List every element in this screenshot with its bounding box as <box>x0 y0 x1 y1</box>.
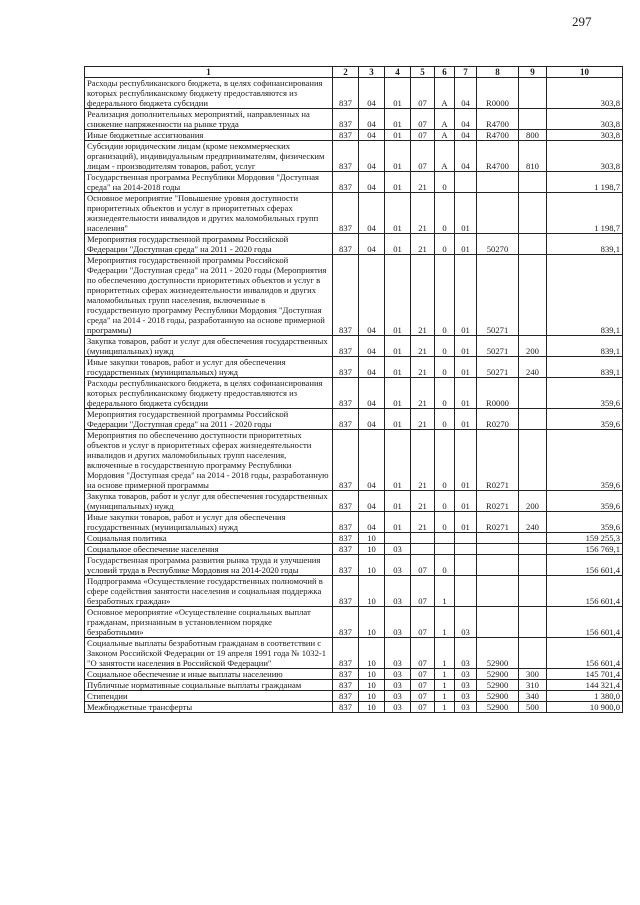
table-row <box>85 78 623 109</box>
column-header: 7 <box>455 67 477 78</box>
row-name: Мероприятия государственной программы Российской Федерации "Доступная среда" на 2011 - 2020 годы <box>85 234 333 255</box>
cell-subsection: 03 <box>385 607 411 638</box>
cell-subsection: 01 <box>385 234 411 255</box>
cell-direction <box>477 172 519 193</box>
row-name: Стипендии <box>85 691 333 702</box>
row-name: Реализация дополнительных мероприятий, направленных на снижение напряженности на рынке труда <box>85 109 333 130</box>
cell-program: 21 <box>411 172 435 193</box>
cell-direction: 52900 <box>477 638 519 669</box>
cell-direction: R0270 <box>477 409 519 430</box>
cell-ministry: 837 <box>333 78 359 109</box>
cell-main-activity: 03 <box>455 702 477 713</box>
cell-main-activity: 04 <box>455 141 477 172</box>
cell-subprogram: А <box>435 130 455 141</box>
cell-expense-type <box>519 576 547 607</box>
cell-amount: 359,6 <box>547 430 623 491</box>
cell-section: 10 <box>359 691 385 702</box>
column-header: 6 <box>435 67 455 78</box>
cell-main-activity: 01 <box>455 491 477 512</box>
cell-subsection: 01 <box>385 172 411 193</box>
cell-amount: 156 601,4 <box>547 607 623 638</box>
table-row <box>85 691 623 702</box>
table-row <box>85 141 623 172</box>
table-row <box>85 680 623 691</box>
cell-direction: 52900 <box>477 680 519 691</box>
cell-section: 10 <box>359 533 385 544</box>
cell-direction: R0271 <box>477 491 519 512</box>
cell-ministry: 837 <box>333 109 359 130</box>
cell-subsection: 03 <box>385 544 411 555</box>
cell-expense-type <box>519 430 547 491</box>
cell-direction <box>477 576 519 607</box>
cell-section: 10 <box>359 702 385 713</box>
cell-main-activity <box>455 172 477 193</box>
cell-program <box>411 533 435 544</box>
cell-program: 07 <box>411 691 435 702</box>
cell-program: 21 <box>411 357 435 378</box>
cell-subprogram: А <box>435 78 455 109</box>
row-name: Подпрограмма «Осуществление государственных полномочий в сфере содействия занятости населения и социальная поддержка безработных граждан» <box>85 576 333 607</box>
cell-expense-type <box>519 607 547 638</box>
cell-direction: 52900 <box>477 669 519 680</box>
cell-program: 07 <box>411 638 435 669</box>
cell-subprogram: А <box>435 109 455 130</box>
cell-expense-type <box>519 533 547 544</box>
cell-ministry: 837 <box>333 172 359 193</box>
cell-main-activity: 03 <box>455 691 477 702</box>
cell-expense-type <box>519 109 547 130</box>
cell-subsection: 01 <box>385 255 411 336</box>
cell-section: 04 <box>359 255 385 336</box>
cell-amount: 156 769,1 <box>547 544 623 555</box>
cell-expense-type: 810 <box>519 141 547 172</box>
cell-direction: 52900 <box>477 702 519 713</box>
cell-subprogram: 0 <box>435 357 455 378</box>
cell-program: 07 <box>411 141 435 172</box>
cell-ministry: 837 <box>333 234 359 255</box>
cell-program: 21 <box>411 234 435 255</box>
column-header: 1 <box>85 67 333 78</box>
cell-main-activity: 04 <box>455 130 477 141</box>
cell-amount: 303,8 <box>547 141 623 172</box>
table-row <box>85 430 623 491</box>
cell-direction <box>477 607 519 638</box>
cell-main-activity: 01 <box>455 255 477 336</box>
cell-ministry: 837 <box>333 141 359 172</box>
cell-direction: R0000 <box>477 378 519 409</box>
table-row <box>85 130 623 141</box>
cell-direction <box>477 555 519 576</box>
cell-direction: 50271 <box>477 357 519 378</box>
row-name: Субсидии юридическим лицам (кроме некоммерческих организаций), индивидуальным предпринимателям, физическим лицам - производителям товаров, работ, услуг <box>85 141 333 172</box>
cell-subsection: 03 <box>385 702 411 713</box>
cell-main-activity: 01 <box>455 409 477 430</box>
cell-subsection: 03 <box>385 691 411 702</box>
cell-expense-type: 240 <box>519 512 547 533</box>
cell-ministry: 837 <box>333 255 359 336</box>
row-name: Социальное обеспечение и иные выплаты населению <box>85 669 333 680</box>
cell-main-activity: 01 <box>455 430 477 491</box>
cell-subsection <box>385 533 411 544</box>
cell-subprogram: 1 <box>435 638 455 669</box>
cell-program: 21 <box>411 378 435 409</box>
cell-amount: 839,1 <box>547 336 623 357</box>
table-row <box>85 378 623 409</box>
column-header: 2 <box>333 67 359 78</box>
cell-subprogram: 0 <box>435 491 455 512</box>
table-row <box>85 638 623 669</box>
row-name: Публичные нормативные социальные выплаты гражданам <box>85 680 333 691</box>
cell-direction <box>477 193 519 234</box>
cell-expense-type <box>519 255 547 336</box>
cell-program: 07 <box>411 702 435 713</box>
cell-amount: 156 601,4 <box>547 576 623 607</box>
row-name: Мероприятия государственной программы Российской Федерации "Доступная среда" на 2011 - 2020 годы (Мероприятия по обеспечению доступности приоритетных объектов и услуг в приоритетных сферах жизнедеятельности инвалидов и других маломобильных групп населения, включенные в государственную программу Республики Мордовия "Доступная среда" на 2014 - 2018 годы, разработанную на основе примерной программы) <box>85 255 333 336</box>
cell-program: 21 <box>411 491 435 512</box>
table-row <box>85 491 623 512</box>
cell-program: 07 <box>411 555 435 576</box>
cell-ministry: 837 <box>333 430 359 491</box>
cell-main-activity: 01 <box>455 234 477 255</box>
cell-main-activity: 03 <box>455 669 477 680</box>
cell-ministry: 837 <box>333 378 359 409</box>
row-name: Расходы республиканского бюджета, в целях софинансирования которых республиканскому бюджету предоставляются из федерального бюджета субсидии <box>85 78 333 109</box>
cell-main-activity: 03 <box>455 638 477 669</box>
cell-expense-type: 340 <box>519 691 547 702</box>
cell-subprogram <box>435 533 455 544</box>
budget-table <box>84 66 623 713</box>
cell-subsection: 01 <box>385 409 411 430</box>
cell-subprogram: 0 <box>435 234 455 255</box>
cell-main-activity: 01 <box>455 357 477 378</box>
cell-program: 07 <box>411 669 435 680</box>
row-name: Государственная программа Республики Мордовия "Доступная среда" на 2014-2018 годы <box>85 172 333 193</box>
cell-expense-type <box>519 378 547 409</box>
row-name: Мероприятия государственной программы Российской Федерации "Доступная среда" на 2011 - 2020 годы <box>85 409 333 430</box>
cell-main-activity: 04 <box>455 78 477 109</box>
cell-subsection: 01 <box>385 378 411 409</box>
cell-amount: 359,6 <box>547 409 623 430</box>
cell-amount: 145 701,4 <box>547 669 623 680</box>
cell-subprogram: 1 <box>435 702 455 713</box>
table-row <box>85 533 623 544</box>
cell-ministry: 837 <box>333 691 359 702</box>
cell-section: 04 <box>359 357 385 378</box>
cell-main-activity <box>455 544 477 555</box>
cell-amount: 303,8 <box>547 78 623 109</box>
cell-subsection: 03 <box>385 555 411 576</box>
cell-ministry: 837 <box>333 193 359 234</box>
cell-subprogram <box>435 544 455 555</box>
row-name: Иные бюджетные ассигнования <box>85 130 333 141</box>
cell-main-activity <box>455 576 477 607</box>
cell-expense-type <box>519 544 547 555</box>
table-row <box>85 702 623 713</box>
cell-section: 10 <box>359 680 385 691</box>
table-row <box>85 234 623 255</box>
cell-section: 10 <box>359 555 385 576</box>
column-header: 10 <box>547 67 623 78</box>
cell-amount: 159 255,3 <box>547 533 623 544</box>
cell-subprogram: 1 <box>435 669 455 680</box>
cell-amount: 839,1 <box>547 357 623 378</box>
table-row <box>85 512 623 533</box>
table-row <box>85 576 623 607</box>
cell-section: 04 <box>359 409 385 430</box>
cell-expense-type <box>519 234 547 255</box>
row-name: Закупка товаров, работ и услуг для обеспечения государственных (муниципальных) нужд <box>85 336 333 357</box>
cell-main-activity: 03 <box>455 680 477 691</box>
cell-direction: R0271 <box>477 512 519 533</box>
cell-section: 10 <box>359 638 385 669</box>
cell-main-activity <box>455 555 477 576</box>
cell-subprogram: 1 <box>435 691 455 702</box>
cell-subprogram: 0 <box>435 172 455 193</box>
row-name: Межбюджетные трансферты <box>85 702 333 713</box>
cell-direction <box>477 544 519 555</box>
cell-section: 04 <box>359 491 385 512</box>
cell-subprogram: А <box>435 141 455 172</box>
table-row <box>85 669 623 680</box>
cell-direction: 50270 <box>477 234 519 255</box>
cell-program: 21 <box>411 336 435 357</box>
cell-subprogram: 1 <box>435 680 455 691</box>
cell-main-activity: 01 <box>455 512 477 533</box>
column-header: 5 <box>411 67 435 78</box>
cell-amount: 156 601,4 <box>547 555 623 576</box>
cell-subsection: 01 <box>385 357 411 378</box>
cell-expense-type: 200 <box>519 336 547 357</box>
cell-amount: 303,8 <box>547 130 623 141</box>
cell-subprogram: 1 <box>435 576 455 607</box>
cell-expense-type: 240 <box>519 357 547 378</box>
table-row <box>85 357 623 378</box>
cell-program: 07 <box>411 78 435 109</box>
cell-program: 21 <box>411 255 435 336</box>
cell-subprogram: 0 <box>435 255 455 336</box>
cell-subsection: 01 <box>385 336 411 357</box>
row-name: Иные закупки товаров, работ и услуг для обеспечения государственных (муниципальных) нужд <box>85 512 333 533</box>
cell-expense-type: 200 <box>519 491 547 512</box>
row-name: Социальные выплаты безработным гражданам в соответствии с Законом Российской Федерации от 19 апреля 1991 года № 1032-1 "О занятости населения в Российской Федерации" <box>85 638 333 669</box>
cell-direction: R4700 <box>477 141 519 172</box>
cell-section: 10 <box>359 607 385 638</box>
cell-program: 21 <box>411 430 435 491</box>
cell-subprogram: 0 <box>435 430 455 491</box>
cell-program: 21 <box>411 193 435 234</box>
cell-ministry: 837 <box>333 669 359 680</box>
cell-section: 04 <box>359 234 385 255</box>
cell-subsection: 01 <box>385 512 411 533</box>
cell-expense-type <box>519 172 547 193</box>
cell-section: 04 <box>359 109 385 130</box>
cell-amount: 839,1 <box>547 234 623 255</box>
cell-expense-type <box>519 555 547 576</box>
cell-section: 10 <box>359 669 385 680</box>
cell-ministry: 837 <box>333 409 359 430</box>
cell-direction: 50271 <box>477 255 519 336</box>
cell-amount: 144 321,4 <box>547 680 623 691</box>
cell-direction: R4700 <box>477 130 519 141</box>
cell-main-activity <box>455 533 477 544</box>
cell-direction: R4700 <box>477 109 519 130</box>
cell-direction: R0000 <box>477 78 519 109</box>
cell-section: 04 <box>359 141 385 172</box>
cell-ministry: 837 <box>333 357 359 378</box>
cell-program: 07 <box>411 607 435 638</box>
cell-program: 21 <box>411 512 435 533</box>
table-row <box>85 607 623 638</box>
cell-direction: R0271 <box>477 430 519 491</box>
cell-subsection: 01 <box>385 430 411 491</box>
cell-program: 07 <box>411 680 435 691</box>
cell-main-activity: 01 <box>455 378 477 409</box>
cell-amount: 156 601,4 <box>547 638 623 669</box>
cell-main-activity: 01 <box>455 193 477 234</box>
row-name: Иные закупки товаров, работ и услуг для обеспечения государственных (муниципальных) нужд <box>85 357 333 378</box>
cell-subsection: 03 <box>385 669 411 680</box>
cell-expense-type <box>519 638 547 669</box>
table-header-row <box>85 67 623 78</box>
cell-subprogram: 0 <box>435 378 455 409</box>
cell-program: 07 <box>411 109 435 130</box>
cell-program: 07 <box>411 576 435 607</box>
cell-amount: 1 198,7 <box>547 193 623 234</box>
cell-ministry: 837 <box>333 491 359 512</box>
cell-main-activity: 01 <box>455 336 477 357</box>
cell-amount: 359,6 <box>547 491 623 512</box>
cell-main-activity: 03 <box>455 607 477 638</box>
table-row <box>85 555 623 576</box>
cell-section: 04 <box>359 378 385 409</box>
cell-subsection: 01 <box>385 491 411 512</box>
cell-subsection: 01 <box>385 193 411 234</box>
column-header: 9 <box>519 67 547 78</box>
cell-direction <box>477 533 519 544</box>
cell-amount: 359,6 <box>547 512 623 533</box>
cell-ministry: 837 <box>333 544 359 555</box>
cell-subprogram: 0 <box>435 409 455 430</box>
cell-ministry: 837 <box>333 638 359 669</box>
cell-subsection: 01 <box>385 109 411 130</box>
cell-ministry: 837 <box>333 607 359 638</box>
cell-amount: 1 380,0 <box>547 691 623 702</box>
cell-expense-type: 800 <box>519 130 547 141</box>
row-name: Основное мероприятие «Осуществление социальных выплат гражданам, признанным в установленном порядке безработными» <box>85 607 333 638</box>
cell-subsection: 03 <box>385 680 411 691</box>
cell-expense-type <box>519 78 547 109</box>
cell-program: 21 <box>411 409 435 430</box>
column-header: 8 <box>477 67 519 78</box>
table-row <box>85 336 623 357</box>
cell-direction: 50271 <box>477 336 519 357</box>
cell-amount: 839,1 <box>547 255 623 336</box>
row-name: Закупка товаров, работ и услуг для обеспечения государственных (муниципальных) нужд <box>85 491 333 512</box>
cell-section: 10 <box>359 576 385 607</box>
cell-main-activity: 04 <box>455 109 477 130</box>
table-row <box>85 409 623 430</box>
row-name: Социальное обеспечение населения <box>85 544 333 555</box>
cell-ministry: 837 <box>333 336 359 357</box>
cell-amount: 359,6 <box>547 378 623 409</box>
cell-section: 04 <box>359 193 385 234</box>
cell-subsection: 03 <box>385 638 411 669</box>
cell-ministry: 837 <box>333 130 359 141</box>
cell-section: 10 <box>359 544 385 555</box>
cell-subprogram: 1 <box>435 607 455 638</box>
cell-subsection: 01 <box>385 130 411 141</box>
table-row <box>85 544 623 555</box>
cell-subsection: 01 <box>385 78 411 109</box>
cell-section: 04 <box>359 512 385 533</box>
cell-ministry: 837 <box>333 702 359 713</box>
cell-amount: 1 198,7 <box>547 172 623 193</box>
cell-subprogram: 0 <box>435 512 455 533</box>
cell-program <box>411 544 435 555</box>
cell-subprogram: 0 <box>435 193 455 234</box>
cell-expense-type: 310 <box>519 680 547 691</box>
cell-subprogram: 0 <box>435 555 455 576</box>
cell-subsection: 01 <box>385 141 411 172</box>
table-row <box>85 255 623 336</box>
cell-direction: 52900 <box>477 691 519 702</box>
cell-program: 07 <box>411 130 435 141</box>
row-name: Государственная программа развития рынка труда и улучшения условий труда в Республике Мордовия на 2014-2020 годы <box>85 555 333 576</box>
cell-expense-type <box>519 193 547 234</box>
page-number: 297 <box>572 14 592 29</box>
table-row <box>85 193 623 234</box>
cell-expense-type <box>519 409 547 430</box>
column-header: 4 <box>385 67 411 78</box>
cell-section: 04 <box>359 430 385 491</box>
column-header: 3 <box>359 67 385 78</box>
cell-ministry: 837 <box>333 533 359 544</box>
cell-section: 04 <box>359 78 385 109</box>
cell-subsection: 03 <box>385 576 411 607</box>
row-name: Основное мероприятие "Повышение уровня доступности приоритетных объектов и услуг в приоритетных сферах жизнедеятельности инвалидов и других маломобильных групп населения" <box>85 193 333 234</box>
row-name: Расходы республиканского бюджета, в целях софинансирования которых республиканскому бюджету предоставляются из федерального бюджета субсидии <box>85 378 333 409</box>
cell-ministry: 837 <box>333 680 359 691</box>
table-row <box>85 172 623 193</box>
row-name: Социальная политика <box>85 533 333 544</box>
table-body <box>85 78 623 713</box>
row-name: Мероприятия по обеспечению доступности приоритетных объектов и услуг в приоритетных сферах жизнедеятельности инвалидов и других маломобильных групп населения, включенные в государственную программу Республики Мордовия "Доступная среда" на 2014 - 2018 годы, разработанную на основе примерной программы <box>85 430 333 491</box>
cell-expense-type: 300 <box>519 669 547 680</box>
cell-ministry: 837 <box>333 576 359 607</box>
table-row <box>85 109 623 130</box>
cell-section: 04 <box>359 336 385 357</box>
cell-subprogram: 0 <box>435 336 455 357</box>
cell-ministry: 837 <box>333 512 359 533</box>
cell-section: 04 <box>359 130 385 141</box>
cell-amount: 10 900,0 <box>547 702 623 713</box>
cell-expense-type: 500 <box>519 702 547 713</box>
cell-ministry: 837 <box>333 555 359 576</box>
cell-section: 04 <box>359 172 385 193</box>
cell-amount: 303,8 <box>547 109 623 130</box>
